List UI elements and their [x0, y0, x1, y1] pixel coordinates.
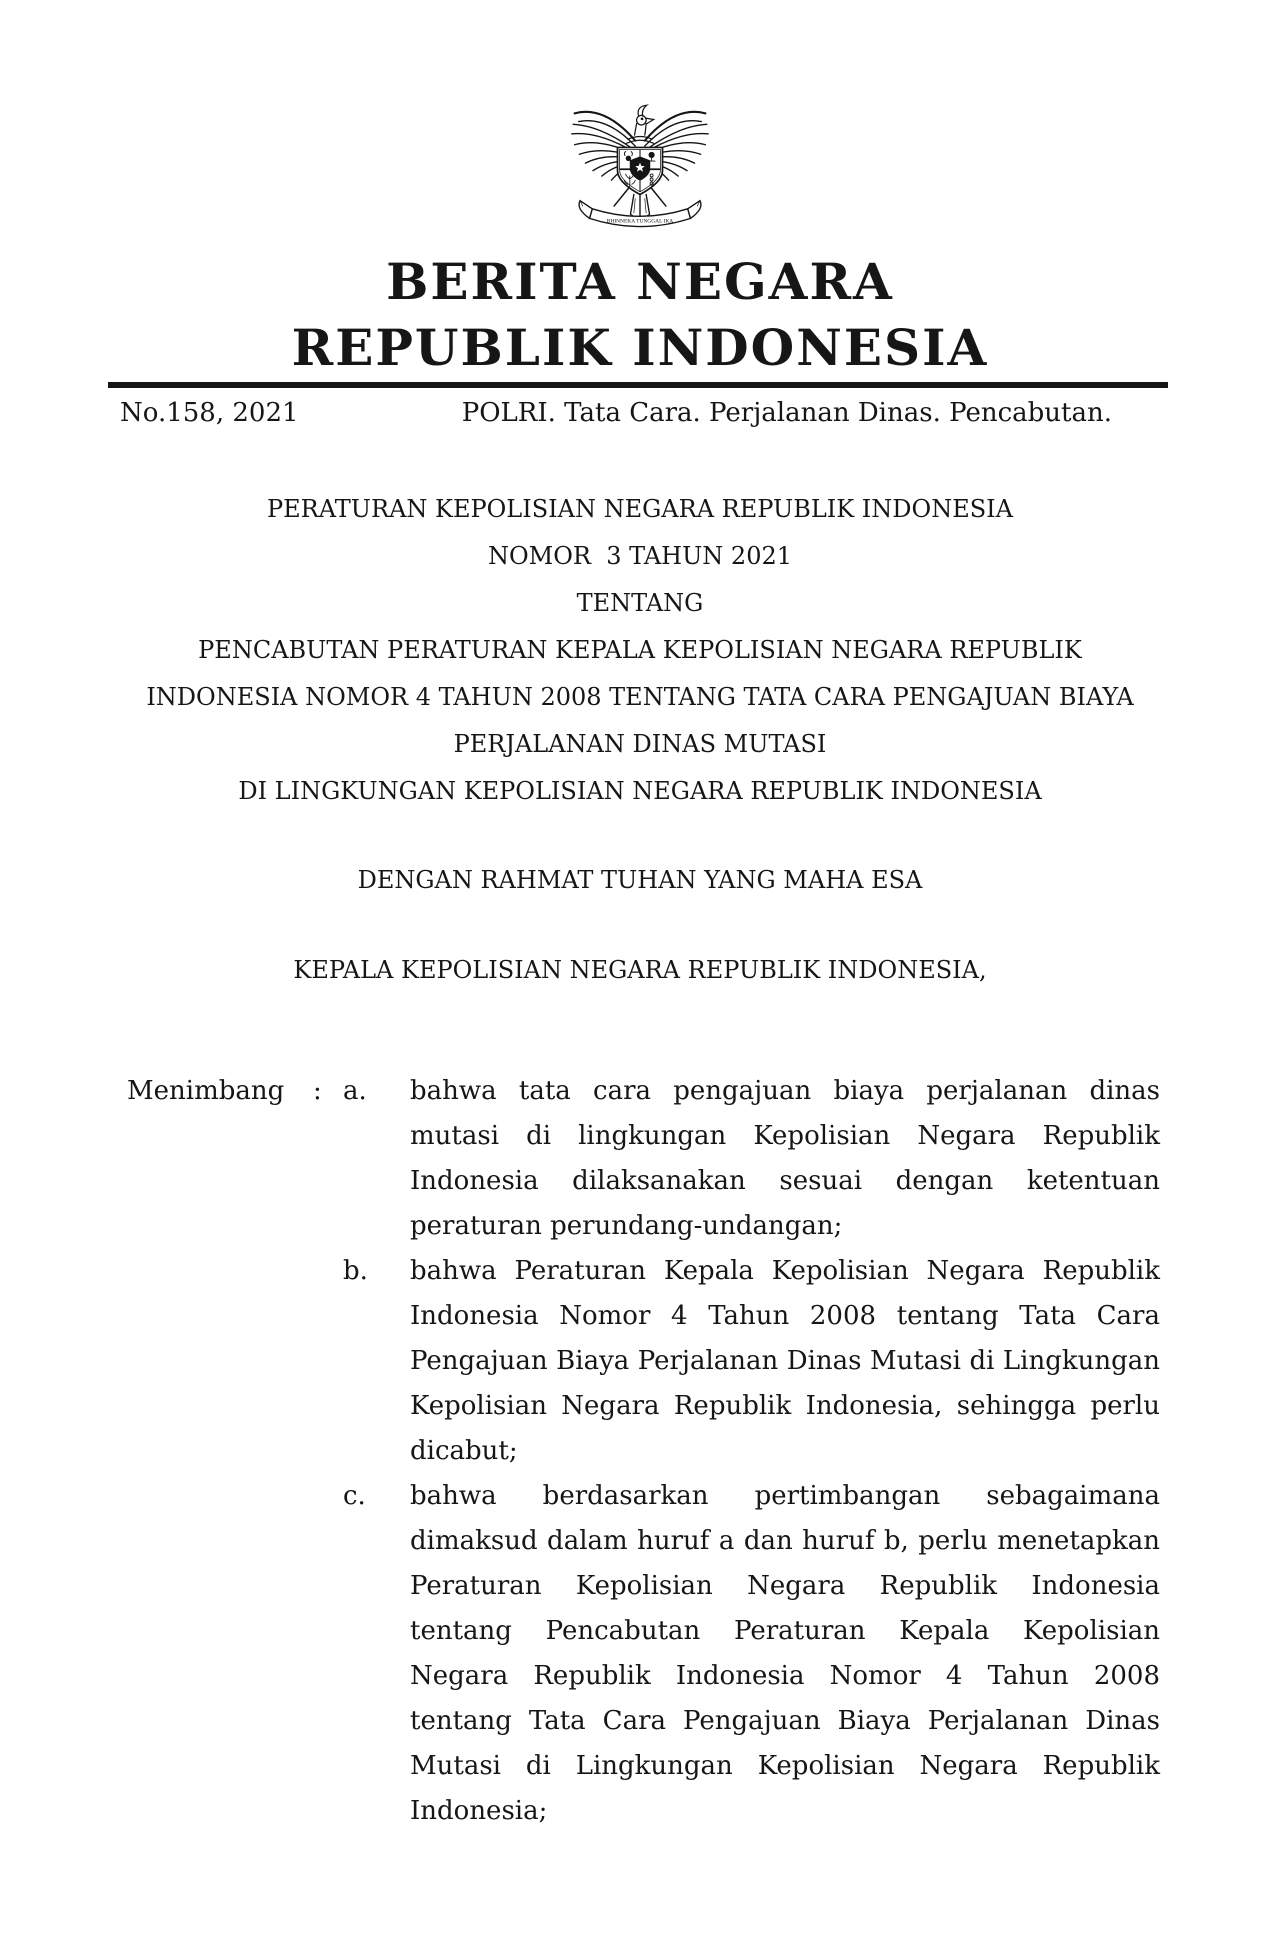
gazette-subject: POLRI. Tata Cara. Perjalanan Dinas. Pencabutan.: [461, 398, 1112, 428]
header-rule: [108, 382, 1168, 388]
title-line-2: NOMOR 3 TAHUN 2021: [487, 542, 793, 570]
emblem-motto: BHINNEKA TUNGGAL IKA: [606, 218, 674, 225]
garuda-icon: [565, 86, 715, 243]
title-line-5: INDONESIA NOMOR 4 TAHUN 2008 TENTANG TATA CARA PENGAJUAN BIAYA: [146, 683, 1134, 711]
garuda-pancasila-emblem: [120, 86, 1160, 243]
title-line-7: DI LINGKUNGAN KEPOLISIAN NEGARA REPUBLIK INDONESIA: [238, 777, 1042, 805]
invocation-line: DENGAN RAHMAT TUHAN YANG MAHA ESA: [357, 866, 923, 894]
regulation-title: [120, 486, 1160, 815]
gazette-number: No.158, 2021: [120, 398, 299, 428]
considerations-section: [120, 1069, 1160, 1834]
consideration-item-b-text: bahwa Peraturan Kepala Kepolisian Negara Republik Indonesia Nomor 4 Tahun 2008 tentang Tata Cara Pengajuan Biaya Perjalanan Dinas Mutasi di Lingkungan Kepolisian Negara Republik Indonesia, sehingga perlu dicabut;: [410, 1256, 1160, 1466]
title-line-4: PENCABUTAN PERATURAN KEPALA KEPOLISIAN NEGARA REPUBLIK: [198, 636, 1082, 664]
issuer-line: KEPALA KEPOLISIAN NEGARA REPUBLIK INDONESIA,: [293, 956, 987, 984]
consideration-item-c-text: bahwa berdasarkan pertimbangan sebagaimana dimaksud dalam huruf a dan huruf b, perlu menetapkan Peraturan Kepolisian Negara Republik Indonesia tentang Pencabutan Peraturan Kepala Kepolisian Negara Republik Indonesia Nomor 4 Tahun 2008 tentang Tata Cara Pengajuan Biaya Perjalanan Dinas Mutasi di Lingkungan Kepolisian Negara Republik Indonesia;: [410, 1481, 1160, 1826]
masthead-line-2: REPUBLIK INDONESIA: [291, 318, 989, 377]
title-line-3: TENTANG: [576, 589, 704, 617]
masthead: [120, 249, 1160, 381]
title-line-1: PERATURAN KEPOLISIAN NEGARA REPUBLIK INDONESIA: [267, 495, 1013, 523]
considerations-colon: :: [313, 1076, 322, 1106]
title-line-6: PERJALANAN DINAS MUTASI: [453, 730, 827, 758]
consideration-item-c-letter: c.: [343, 1481, 366, 1511]
consideration-item-a-text: bahwa tata cara pengajuan biaya perjalanan dinas mutasi di lingkungan Kepolisian Negara Republik Indonesia dilaksanakan sesuai dengan ketentuan peraturan perundang-undangan;: [410, 1076, 1160, 1241]
gazette-row: [120, 396, 1160, 430]
considerations-label: Menimbang: [127, 1076, 285, 1106]
masthead-line-1: BERITA NEGARA: [386, 252, 894, 311]
consideration-item-b-letter: b.: [343, 1256, 368, 1286]
consideration-item-a-letter: a.: [343, 1076, 367, 1106]
